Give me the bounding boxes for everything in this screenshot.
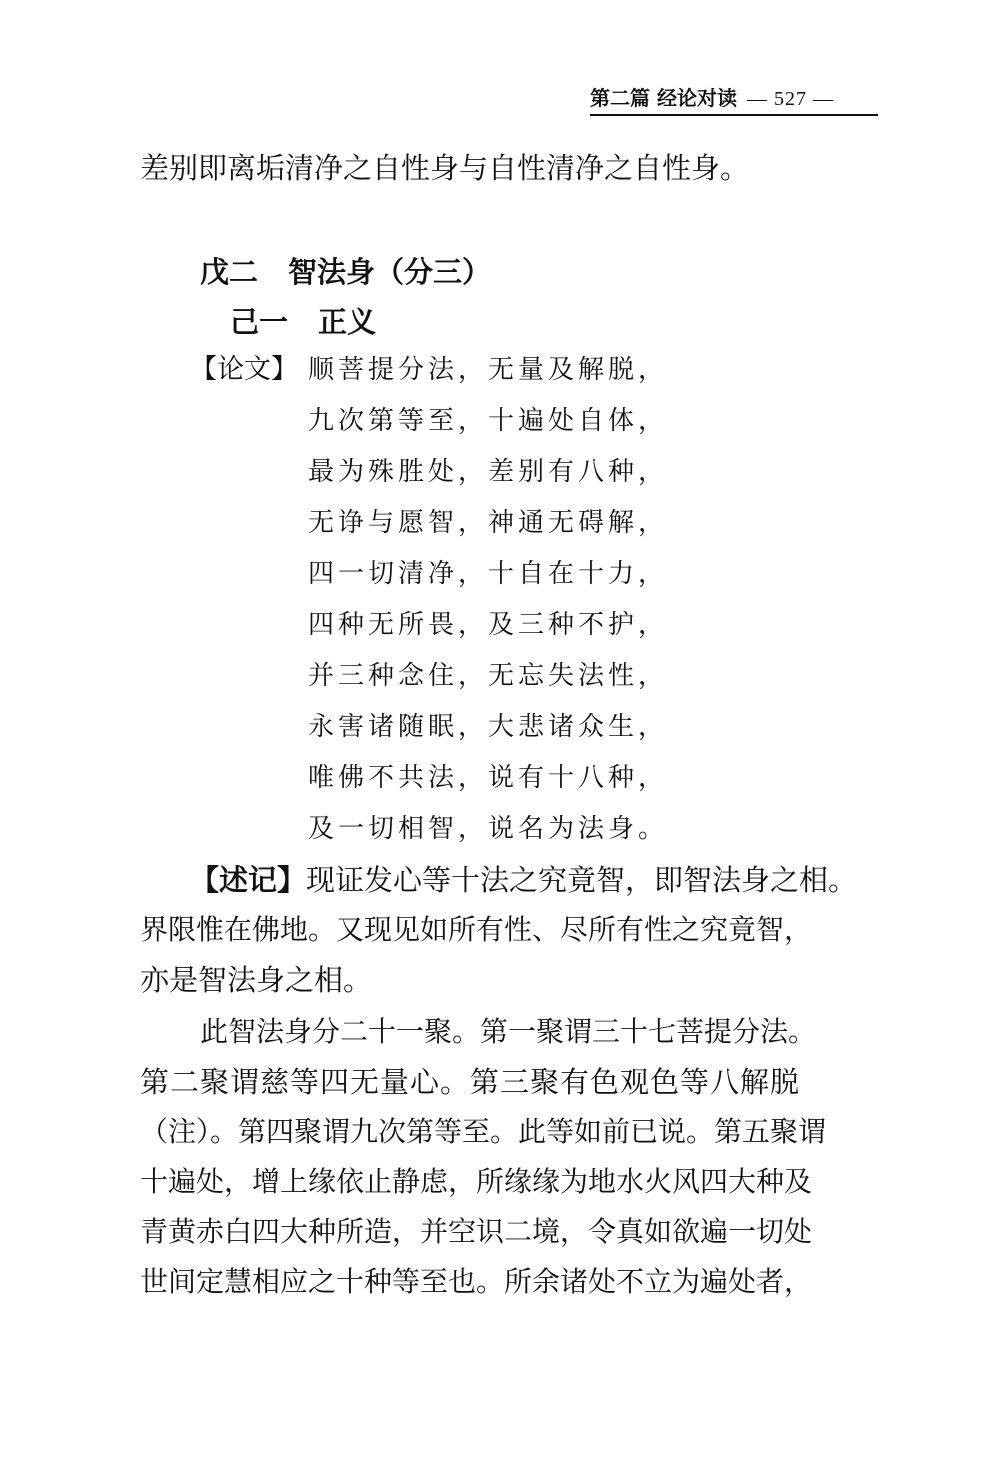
- page-number: — 527 —: [746, 88, 834, 110]
- shuji-first-line: [190, 862, 857, 898]
- verse-line: 最为殊胜处，差别有八种，: [308, 457, 669, 487]
- lunwen-label: 【论文】: [190, 354, 298, 385]
- verse-line: 无诤与愿智，神通无碍解，: [308, 508, 669, 538]
- verse-line: 及一切相智，说名为法身。: [308, 814, 669, 844]
- section-number: 戊二: [200, 255, 259, 289]
- verse-line: 唯佛不共法，说有十八种，: [308, 763, 669, 793]
- subsection-title: 正义: [318, 305, 377, 339]
- paragraph-line: 青黄赤白四大种所造，并空识二境，令真如欲遍一切处: [140, 1215, 813, 1248]
- verse-line: 并三种念住，无忘失法性，: [308, 661, 669, 691]
- verse-line: 四一切清净，十自在十力，: [308, 559, 669, 589]
- header-title: 第二篇 经论对读: [590, 86, 737, 110]
- paragraph-line: （注）。第四聚谓九次第等至。此等如前已说。第五聚谓: [140, 1115, 827, 1148]
- shuji-label: 【述记】: [190, 863, 307, 897]
- verse-line: 顺菩提分法，无量及解脱，: [308, 355, 669, 385]
- paragraph-line: 此智法身分二十一聚。第一聚谓三十七菩提分法。: [200, 1015, 817, 1048]
- section-title: 智法身（分三）: [288, 255, 492, 289]
- verse-line: 四种无所畏，及三种不护，: [308, 610, 669, 640]
- verse-line: 永害诸随眠，大悲诸众生，: [308, 712, 669, 742]
- paragraph-line: 世间定慧相应之十种等至也。所余诸处不立为遍处者，: [140, 1265, 813, 1298]
- verse-line: 九次第等至，十遍处自体，: [308, 406, 669, 436]
- continued-text-line: 差别即离垢清净之自性身与自性清净之自性身。: [140, 151, 750, 185]
- subsection-number: 己一: [230, 305, 289, 339]
- shuji-line: 界限惟在佛地。又现见如所有性、尽所有性之究竟智，: [140, 913, 813, 946]
- running-header: [590, 84, 878, 116]
- subsection-heading: [230, 304, 376, 340]
- shuji-line: 亦是智法身之相。: [140, 963, 373, 997]
- shuji-text: 现证发心等十法之究竟智，即智法身之相。: [306, 863, 858, 897]
- paragraph-line: 第二聚谓慈等四无量心。第三聚有色观色等八解脱: [140, 1065, 801, 1099]
- paragraph-line: 十遍处，增上缘依止静虑，所缘缘为地水火风四大种及: [140, 1165, 813, 1198]
- section-heading: [200, 254, 491, 290]
